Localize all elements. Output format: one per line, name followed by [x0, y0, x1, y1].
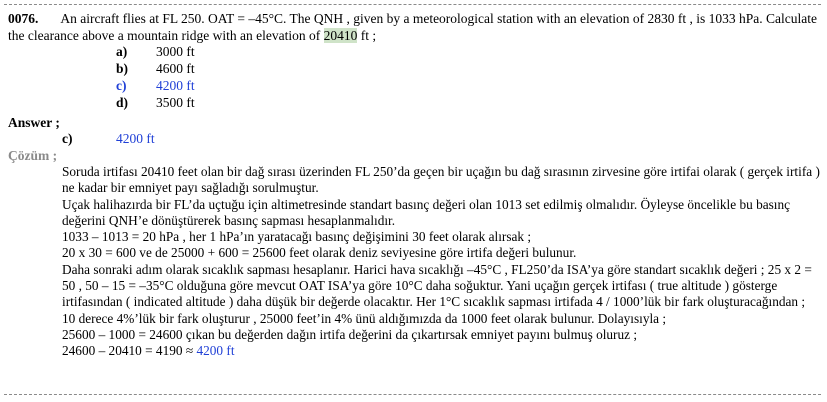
answer-label: Answer ; — [8, 115, 60, 130]
question-tail: ft ; — [357, 28, 377, 43]
answer-letter: c) — [62, 131, 73, 146]
answer-value: 4200 ft — [116, 131, 155, 146]
option-d — [116, 94, 195, 111]
bottom-divider — [4, 394, 821, 395]
final-answer: 4200 ft — [196, 343, 235, 359]
solution-line: 10 derece 4%’lük bir fark oluşturur , 25000 feet’in 4% ünü aldığımızda da 1000 feet olarak bulunur. Dolayısıyla ; — [62, 310, 667, 326]
option-c — [116, 77, 195, 94]
option-value: 4200 ft — [156, 78, 195, 93]
solution-label: Çözüm ; — [8, 148, 58, 163]
question-number: 0076. — [8, 11, 39, 26]
solution-line: Soruda irtifası 20410 feet olan bir dağ sırası üzerinden FL 250’da geçen bir uçağın bu dağ sırasının zirvesine göre irtifai olarak ( gerçek irtifa ) ne kadar bir emniyet payı sağladığı sorulmuştur. — [62, 164, 820, 196]
option-value: 3500 ft — [156, 95, 195, 110]
solution-line: 25600 – 1000 = 24600 çıkan bu değerden dağın irtifa değerini da çıkartırsak emniyet payını bulmuş oluruz ; — [62, 326, 638, 342]
solution-line: 20 x 30 = 600 ve de 25000 + 600 = 25600 feet olarak deniz seviyesine göre irtifa değeri bulunur. — [62, 245, 577, 261]
option-letter: c) — [116, 78, 127, 93]
top-divider — [4, 4, 821, 5]
solution-line: Daha sonraki adım olarak sıcaklık sapması hesaplanır. Harici hava sıcaklığı –45°C , FL250’da ISA’ya göre standart sıcaklık değeri ; 25 x 2 = 50 , 50 – 15 = –35°C olduğuna göre mevcut OAT ISA’ya göre 10°C daha soğuktur. Yani uçağın gerçek irtifası ( true altitude ) gösterge irtifasından ( indicated altitude ) daha düşük bir değerde olacaktır. Her 1°C sıcaklık sapması irtifada 4 / 1000’lük bir fark oluşturacağından ; — [62, 261, 812, 310]
option-letter: d) — [116, 95, 129, 110]
question-body: An aircraft flies at FL 250. OAT = –45°C. The QNH , given by a meteorological station with an elevation of 2830 ft , is 1033 hPa. Calculate the clearance above a mountain ridge with an elevation of — [8, 11, 817, 43]
solution-final-line — [62, 343, 822, 359]
option-value: 4600 ft — [156, 61, 195, 76]
options-list — [116, 43, 195, 111]
question-text — [8, 10, 820, 44]
solution-line: 1033 – 1013 = 20 hPa , her 1 hPa’ın yaratacağı basınç değişimini 30 feet olarak alırsak ; — [62, 229, 532, 245]
option-letter: a) — [116, 44, 128, 59]
solution-line: Uçak halihazırda bir FL’da uçtuğu için altimetresinde standart basınç değeri olan 1013 set edilmiş olmalıdır. Öyleyse öncelikle bu basınç değerini QNH’e dönüştürerek basınç sapması hesaplanmalıdır. — [62, 196, 791, 228]
option-b — [116, 60, 195, 77]
answer-row — [62, 130, 155, 147]
highlighted-elevation: 20410 — [323, 28, 358, 43]
final-calculation: 24600 – 20410 = 4190 ≈ — [62, 343, 197, 359]
option-value: 3000 ft — [156, 44, 195, 59]
solution-body — [62, 164, 822, 360]
option-letter: b) — [116, 61, 129, 76]
option-a — [116, 43, 195, 60]
